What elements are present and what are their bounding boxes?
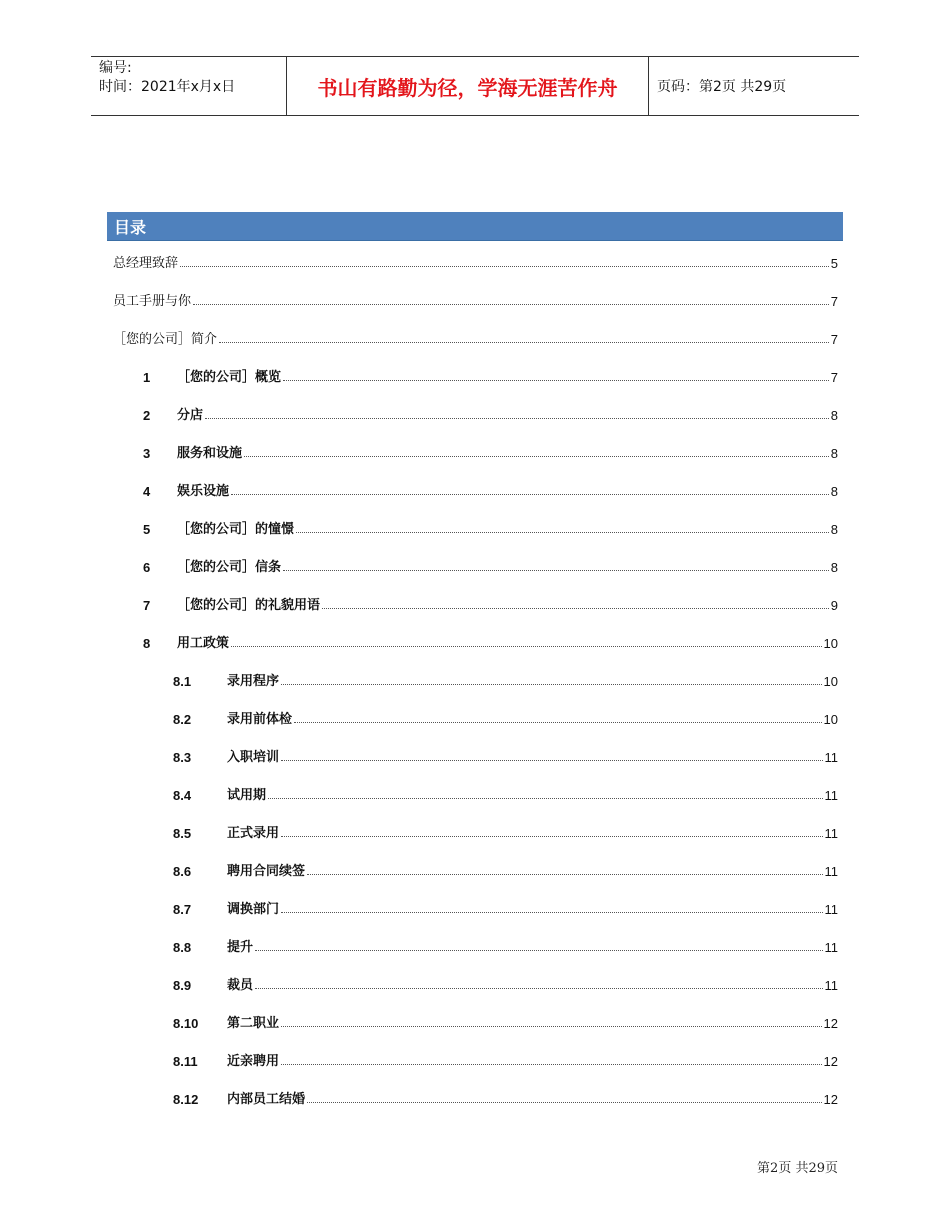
- toc-entry-title: 内部员工结婚: [227, 1092, 306, 1107]
- footer-page-text: 第2页 共29页: [757, 1161, 838, 1176]
- toc-entry-title: ［您的公司］概览: [177, 370, 282, 385]
- toc-dot-leader: [281, 759, 822, 761]
- toc-entry[interactable]: [0, 441, 838, 461]
- toc-entry-page: 11: [824, 940, 838, 955]
- toc-dot-leader: [231, 493, 829, 495]
- toc-entry[interactable]: [0, 479, 838, 499]
- toc-entry-page: 8: [830, 484, 838, 499]
- toc-entry-title: 用工政策: [177, 636, 230, 651]
- toc-dot-leader: [281, 683, 822, 685]
- motto-text: 书山有路勤为径，学海无涯苦作舟: [317, 75, 618, 100]
- toc-entry-title: ［您的公司］简介: [113, 332, 218, 347]
- toc-entry[interactable]: [0, 1011, 838, 1031]
- toc-dot-leader: [244, 455, 829, 457]
- toc-dot-leader: [294, 721, 822, 723]
- toc-entry-page: 10: [823, 674, 838, 689]
- motto-cell: [286, 57, 649, 115]
- toc-entry[interactable]: [0, 859, 838, 879]
- toc-entry[interactable]: [0, 897, 838, 917]
- toc-entry[interactable]: [0, 935, 838, 955]
- toc-entry-number: 8.5: [173, 826, 192, 841]
- toc-entry-title: 聘用合同续签: [227, 864, 306, 879]
- toc-entry-number: 8.8: [173, 940, 192, 955]
- toc-dot-leader: [283, 379, 829, 381]
- time-label: 时间：2021年x月x日: [99, 79, 236, 95]
- toc-dot-leader: [283, 569, 829, 571]
- toc-entry-number: 8.2: [173, 712, 192, 727]
- toc-dot-leader: [322, 607, 829, 609]
- toc-entry-title: 裁员: [227, 978, 254, 993]
- toc-entry[interactable]: [0, 745, 838, 765]
- toc-dot-leader: [281, 1063, 822, 1065]
- toc-entry-title: ［您的公司］的憧憬: [177, 522, 295, 537]
- toc-dot-leader: [281, 1025, 822, 1027]
- toc-entry[interactable]: [0, 593, 838, 613]
- toc-entry-title: 录用程序: [227, 674, 280, 689]
- toc-entry-number: 8.3: [173, 750, 192, 765]
- toc-entry-page: 10: [823, 712, 838, 727]
- toc-entry[interactable]: [0, 631, 838, 651]
- toc-dot-leader: [307, 1101, 822, 1103]
- toc-entry-number: 8.9: [173, 978, 192, 993]
- toc-dot-leader: [219, 341, 829, 343]
- toc-entry-number: 8.4: [173, 788, 192, 803]
- toc-entry-number: 8.10: [173, 1016, 199, 1031]
- toc-entry-page: 8: [830, 522, 838, 537]
- toc-entry-page: 11: [824, 826, 838, 841]
- toc-entry-title: 近亲聘用: [227, 1054, 280, 1069]
- toc-entry-page: 10: [823, 636, 838, 651]
- toc-entry-page: 8: [830, 408, 838, 423]
- toc-entry[interactable]: [0, 289, 838, 309]
- toc-dot-leader: [255, 987, 822, 989]
- toc-entry[interactable]: [0, 707, 838, 727]
- toc-entry-title: ［您的公司］的礼貌用语: [177, 598, 321, 613]
- toc-entry[interactable]: [0, 251, 838, 271]
- toc-entry-title: 录用前体检: [227, 712, 293, 727]
- toc-entry-page: 12: [823, 1016, 838, 1031]
- toc-entry[interactable]: [0, 783, 838, 803]
- toc-entry-number: 2: [143, 408, 151, 423]
- toc-entry-number: 3: [143, 446, 151, 461]
- toc-entry-number: 1: [143, 370, 151, 385]
- toc-entry-title: 试用期: [227, 788, 267, 803]
- toc-entry[interactable]: [0, 517, 838, 537]
- toc-entry[interactable]: [0, 555, 838, 575]
- toc-heading-text: 目录: [114, 218, 147, 237]
- toc-entry[interactable]: [0, 669, 838, 689]
- toc-dot-leader: [268, 797, 822, 799]
- toc-entry-number: 8.1: [173, 674, 192, 689]
- toc-entry-title: 提升: [227, 940, 254, 955]
- toc-entry[interactable]: [0, 365, 838, 385]
- toc-entry-title: 入职培训: [227, 750, 280, 765]
- toc-entry-title: 分店: [177, 408, 204, 423]
- toc-entry-page: 8: [830, 446, 838, 461]
- toc-dot-leader: [296, 531, 829, 533]
- toc-entry-page: 8: [830, 560, 838, 575]
- toc-dot-leader: [205, 417, 829, 419]
- page-header: [91, 56, 859, 116]
- toc-entry-page: 7: [830, 370, 838, 385]
- toc-entry-number: 8.6: [173, 864, 192, 879]
- toc-entry-title: ［您的公司］信条: [177, 560, 282, 575]
- toc-dot-leader: [281, 835, 822, 837]
- toc-entry-title: 总经理致辞: [113, 256, 179, 271]
- toc-entry-page: 9: [830, 598, 838, 613]
- page-info-cell: [649, 57, 859, 115]
- toc-entry-page: 11: [824, 864, 838, 879]
- toc-entry-page: 5: [830, 256, 838, 271]
- toc-entry-number: 4: [143, 484, 151, 499]
- toc-dot-leader: [180, 265, 829, 267]
- toc-dot-leader: [307, 873, 822, 875]
- toc-entry-page: 12: [823, 1092, 838, 1107]
- toc-entry-page: 11: [824, 902, 838, 917]
- toc-entry-title: 娱乐设施: [177, 484, 230, 499]
- toc-entry-page: 7: [830, 294, 838, 309]
- toc-entry-title: 正式录用: [227, 826, 280, 841]
- toc-entry[interactable]: [0, 1087, 838, 1107]
- toc-entry[interactable]: [0, 821, 838, 841]
- toc-entry[interactable]: [0, 1049, 838, 1069]
- toc-entry-page: 12: [823, 1054, 838, 1069]
- toc-entry-number: 8.11: [173, 1054, 198, 1069]
- toc-dot-leader: [255, 949, 822, 951]
- page-footer: [757, 1157, 838, 1176]
- toc-entry-page: 11: [824, 750, 838, 765]
- toc-entry[interactable]: [0, 327, 838, 347]
- toc-entry-page: 11: [824, 978, 838, 993]
- toc-dot-leader: [281, 911, 822, 913]
- toc-entry-page: 11: [824, 788, 838, 803]
- toc-entry-number: 7: [143, 598, 151, 613]
- toc-entry-number: 5: [143, 522, 151, 537]
- toc-entry[interactable]: [0, 973, 838, 993]
- toc-entry-title: 员工手册与你: [113, 294, 192, 309]
- toc-dot-leader: [193, 303, 829, 305]
- toc-dot-leader: [231, 645, 822, 647]
- toc-heading: [107, 212, 843, 241]
- toc-entry[interactable]: [0, 403, 838, 423]
- page-label: 页码：第2页 共29页: [657, 79, 787, 95]
- toc-entry-number: 8.7: [173, 902, 192, 917]
- toc-entry-number: 8: [143, 636, 151, 651]
- serial-label: 编号:: [99, 60, 132, 76]
- toc-entry-number: 6: [143, 560, 151, 575]
- toc-entry-title: 调换部门: [227, 902, 280, 917]
- toc-entry-title: 服务和设施: [177, 446, 243, 461]
- header-info-cell: [91, 57, 286, 115]
- toc-entry-number: 8.12: [173, 1092, 199, 1107]
- toc-entry-page: 7: [830, 332, 838, 347]
- toc-entry-title: 第二职业: [227, 1016, 280, 1031]
